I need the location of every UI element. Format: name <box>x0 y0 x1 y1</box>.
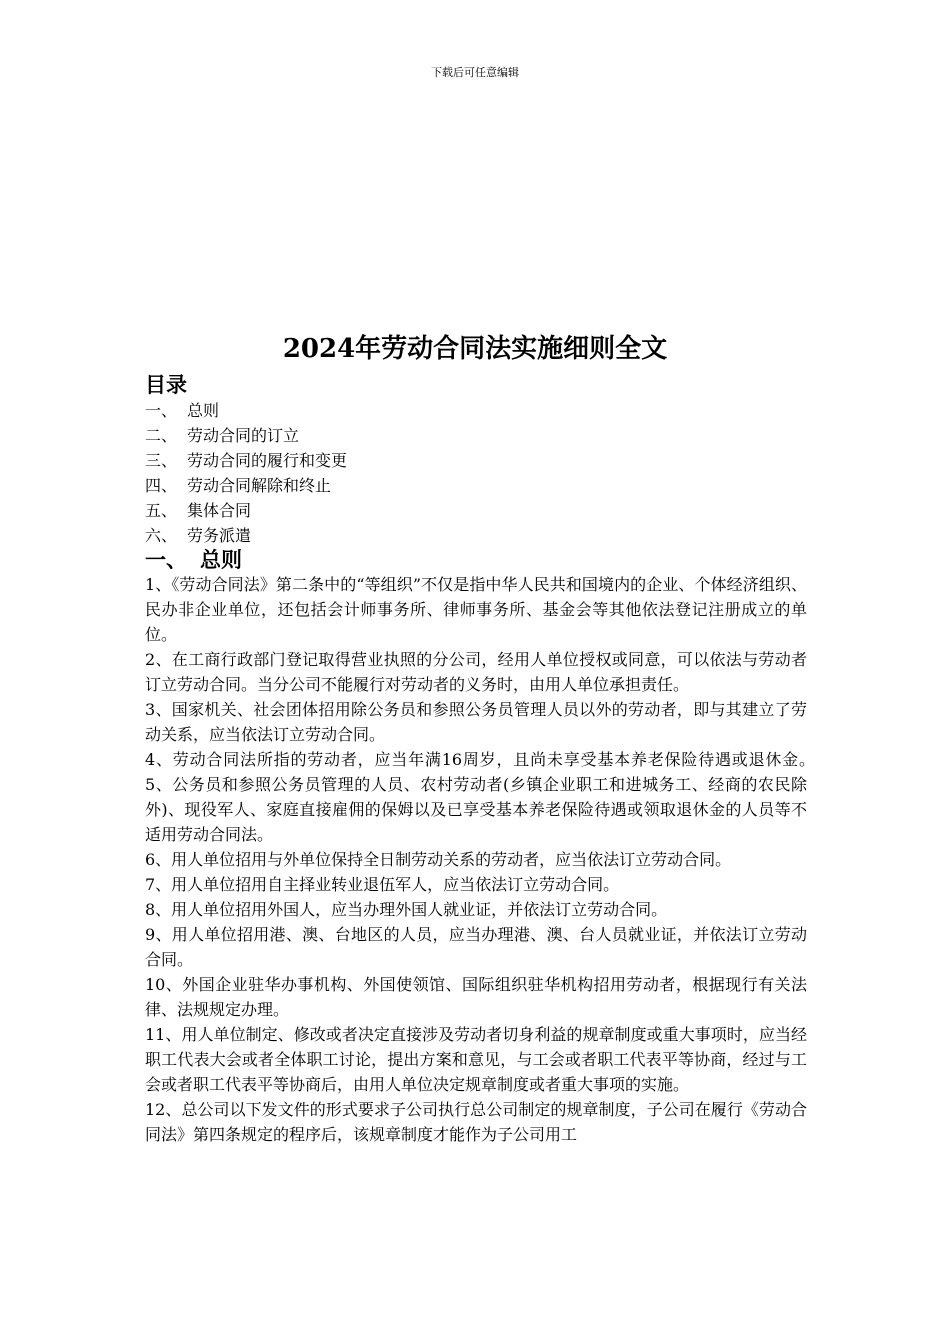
toc-item-label: 劳动合同的履行和变更 <box>187 451 348 470</box>
section-heading <box>145 548 807 572</box>
article-paragraph: 10、外国企业驻华办事机构、外国使领馆、国际组织驻华机构招用劳动者，根据现行有关法律、法规规定办理。 <box>145 975 807 1019</box>
document-title: 2024年劳动合同法实施细则全文 <box>282 334 668 364</box>
table-of-contents <box>145 398 807 548</box>
section-title: 总则 <box>200 547 242 572</box>
toc-item-number: 五、 <box>145 501 178 520</box>
toc-item-label: 总则 <box>187 401 220 420</box>
toc-item[interactable] <box>145 523 807 548</box>
toc-heading: 目录 <box>145 372 187 397</box>
article-paragraph: 9、用人单位招用港、澳、台地区的人员，应当办理港、澳、台人员就业证，并依法订立劳动合同。 <box>145 925 807 969</box>
section-number: 一、 <box>145 547 187 572</box>
document-body <box>145 372 840 1147</box>
toc-item[interactable] <box>145 498 807 523</box>
article-paragraph: 7、用人单位招用自主择业转业退伍军人，应当依法订立劳动合同。 <box>145 875 620 894</box>
toc-item-number: 四、 <box>145 476 178 495</box>
toc-item[interactable] <box>145 448 807 473</box>
toc-item-number: 三、 <box>145 451 178 470</box>
toc-item-number: 二、 <box>145 426 178 445</box>
article-paragraph: 12、总公司以下发文件的形式要求子公司执行总公司制定的规章制度，子公司在履行《劳动合同法》第四条规定的程序后，该规章制度才能作为子公司用工 <box>145 1100 807 1144</box>
article-paragraph: 3、国家机关、社会团体招用除公务员和参照公务员管理人员以外的劳动者，即与其建立了劳动关系，应当依法订立劳动合同。 <box>145 700 807 744</box>
article-paragraph: 4、劳动合同法所指的劳动者，应当年满16周岁，且尚未享受基本养老保险待遇或退休金。 5、公务员和参照公务员管理的人员、农村劳动者(乡镇企业职工和进城务工、经商的农民除外)、现役军人、家庭直接雇佣的保姆以及已享受基本养老保险待遇或领取退休金的人员等不适用劳动合同法。 <box>145 750 840 844</box>
toc-item-number: 一、 <box>145 401 178 420</box>
article-paragraph: 6、用人单位招用与外单位保持全日制劳动关系的劳动者，应当依法订立劳动合同。 <box>145 850 732 869</box>
toc-item-label: 劳务派遣 <box>187 526 252 545</box>
article-paragraph: 8、用人单位招用外国人，应当办理外国人就业证，并依法订立劳动合同。 <box>145 900 668 919</box>
toc-item-label: 劳动合同的订立 <box>187 426 300 445</box>
toc-item[interactable] <box>145 473 807 498</box>
toc-item-label: 集体合同 <box>187 501 252 520</box>
toc-item[interactable] <box>145 423 807 448</box>
header-note: 下载后可任意编辑 <box>431 66 519 79</box>
toc-item-label: 劳动合同解除和终止 <box>187 476 332 495</box>
toc-item-number: 六、 <box>145 526 178 545</box>
article-paragraph: 11、用人单位制定、修改或者决定直接涉及劳动者切身利益的规章制度或重大事项时，应当经职工代表大会或者全体职工讨论，提出方案和意见，与工会或者职工代表平等协商，经过与工会或者职工代表平等协商后，由用人单位决定规章制度或者重大事项的实施。 <box>145 1025 807 1094</box>
article-paragraph: 2、在工商行政部门登记取得营业执照的分公司，经用人单位授权或同意，可以依法与劳动者订立劳动合同。当分公司不能履行对劳动者的义务时，由用人单位承担责任。 <box>145 650 807 694</box>
toc-item[interactable] <box>145 398 807 423</box>
article-paragraph: 1、《劳动合同法》第二条中的“等组织”不仅是指中华人民共和国境内的企业、个体经济组织、民办非企业单位，还包括会计师事务所、律师事务所、基金会等其他依法登记注册成立的单位。 <box>145 575 807 644</box>
